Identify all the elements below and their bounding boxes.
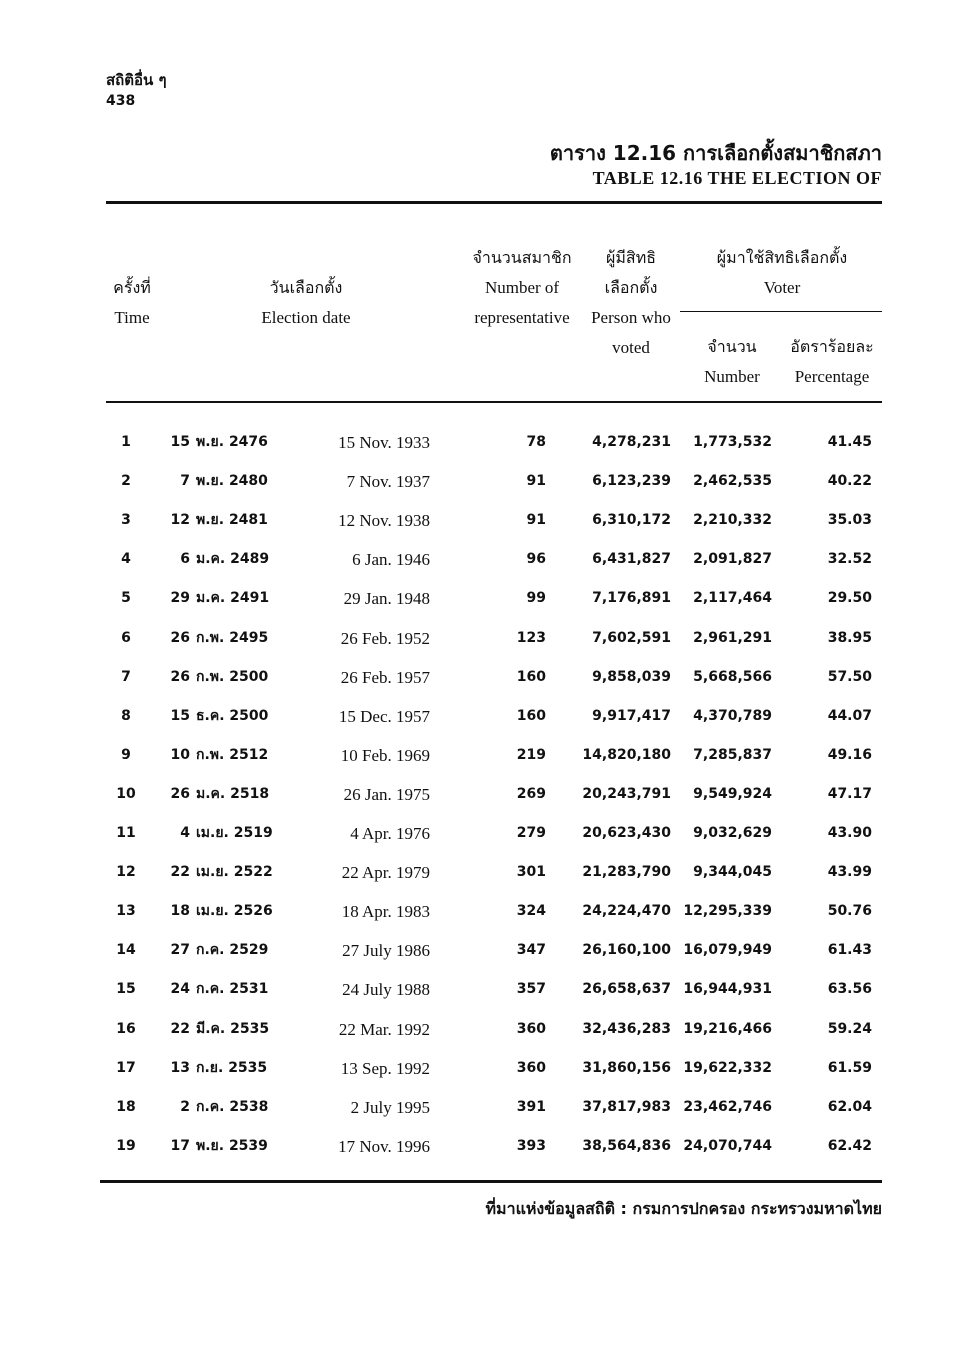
cell-thai-day: 13	[170, 1059, 190, 1076]
cell-voter-percentage: 61.59	[827, 1059, 872, 1076]
cell-voter-percentage: 62.42	[827, 1137, 872, 1154]
cell-time: 8	[121, 707, 131, 724]
cell-thai-date	[166, 658, 286, 697]
cell-thai-date	[166, 892, 286, 931]
cell-thai-month-year: ก.ค. 2538	[196, 1098, 269, 1115]
table-row	[106, 931, 882, 970]
cell-thai-day: 12	[170, 512, 190, 529]
cell-election-date: 24 July 1988	[342, 980, 430, 1000]
cell-thai-date	[166, 1088, 286, 1127]
cell-thai-month-year: พ.ย. 2539	[196, 1137, 268, 1154]
cell-voter-number: 24,070,744	[683, 1137, 772, 1154]
col-header-rep-th: จำนวนสมาชิก	[472, 248, 572, 267]
cell-voter-number: 19,216,466	[683, 1020, 772, 1037]
cell-thai-month-year: ก.พ. 2495	[196, 629, 269, 646]
cell-thai-day: 27	[170, 942, 190, 959]
cell-voter-number: 1,773,532	[693, 434, 772, 450]
cell-time: 2	[121, 473, 131, 490]
cell-thai-date	[166, 1010, 286, 1049]
cell-representatives: 269	[516, 785, 546, 802]
cell-thai-date	[166, 462, 286, 501]
cell-thai-month-year: ก.ค. 2531	[196, 981, 269, 998]
cell-thai-day: 6	[180, 551, 190, 568]
cell-thai-day: 22	[170, 1020, 190, 1037]
cell-thai-month-year: ก.ค. 2529	[196, 942, 269, 959]
page-number: 438	[106, 93, 136, 109]
cell-thai-day: 26	[170, 785, 190, 802]
cell-voter-percentage: 57.50	[827, 668, 872, 685]
col-header-pct-en: Percentage	[794, 367, 870, 386]
table-row	[106, 814, 882, 853]
table-row	[106, 853, 882, 892]
cell-registered: 26,160,100	[582, 942, 671, 959]
col-header-registered	[584, 243, 678, 363]
cell-voter-percentage: 43.99	[827, 864, 872, 881]
cell-voter-number: 2,210,332	[693, 512, 772, 529]
cell-voter-number: 19,622,332	[683, 1059, 772, 1076]
table-row	[106, 423, 882, 462]
col-header-pct-th: อัตราร้อยละ	[790, 337, 874, 356]
cell-voter-number: 5,668,566	[693, 668, 772, 685]
cell-registered: 20,243,791	[582, 785, 671, 802]
cell-thai-day: 17	[170, 1137, 190, 1154]
table-row	[106, 462, 882, 501]
cell-election-date: 13 Sep. 1992	[340, 1058, 430, 1078]
cell-registered: 14,820,180	[582, 746, 671, 763]
cell-time: 1	[121, 434, 131, 450]
cell-representatives: 160	[516, 707, 546, 724]
cell-thai-month-year: พ.ย. 2480	[196, 473, 268, 490]
cell-voter-number: 9,549,924	[693, 785, 772, 802]
table-row	[106, 1127, 882, 1166]
cell-representatives: 393	[516, 1137, 546, 1154]
cell-voter-number: 16,944,931	[683, 981, 772, 998]
cell-voter-percentage: 47.17	[827, 785, 872, 802]
col-header-representatives	[466, 243, 578, 333]
cell-representatives: 91	[526, 473, 546, 490]
cell-time: 11	[116, 825, 136, 841]
header-category: สถิติอื่น ๆ	[106, 71, 167, 89]
table-row	[106, 619, 882, 658]
cell-time: 4	[121, 551, 131, 568]
cell-thai-month-year: พ.ย. 2481	[196, 512, 268, 529]
cell-thai-date	[166, 931, 286, 970]
col-header-reg-th2: เลือกตั้ง	[604, 278, 658, 297]
cell-thai-month-year: ม.ค. 2489	[196, 551, 270, 568]
cell-voter-number: 4,370,789	[693, 707, 772, 724]
cell-voter-percentage: 43.90	[827, 825, 872, 841]
cell-election-date: 15 Dec. 1957	[338, 706, 430, 726]
cell-representatives: 91	[526, 512, 546, 529]
cell-thai-date	[166, 697, 286, 736]
cell-thai-date	[166, 736, 286, 775]
cell-registered: 9,917,417	[592, 707, 671, 724]
cell-voter-percentage: 38.95	[827, 629, 872, 646]
cell-representatives: 99	[526, 590, 546, 607]
cell-voter-percentage: 41.45	[827, 434, 872, 450]
cell-thai-month-year: ก.พ. 2500	[196, 668, 269, 685]
col-header-voter-percentage	[784, 332, 880, 392]
cell-time: 14	[116, 942, 136, 959]
cell-registered: 26,658,637	[582, 981, 671, 998]
cell-registered: 24,224,470	[582, 903, 671, 920]
cell-registered: 6,310,172	[592, 512, 671, 529]
cell-election-date: 22 Mar. 1992	[338, 1019, 430, 1039]
cell-thai-day: 26	[170, 629, 190, 646]
cell-representatives: 324	[516, 903, 546, 920]
cell-voter-percentage: 62.04	[827, 1098, 872, 1115]
col-header-rep-en1: Number of	[484, 278, 560, 297]
cell-thai-day: 2	[180, 1098, 190, 1115]
table-row	[106, 892, 882, 931]
col-header-number-th: จำนวน	[707, 337, 757, 356]
cell-thai-date	[166, 579, 286, 618]
cell-thai-month-year: เม.ย. 2526	[196, 903, 273, 920]
cell-voter-percentage: 29.50	[827, 590, 872, 607]
cell-thai-date	[166, 1049, 286, 1088]
cell-registered: 9,858,039	[592, 668, 671, 685]
cell-time: 19	[116, 1137, 136, 1154]
table-row	[106, 1049, 882, 1088]
cell-election-date: 18 Apr. 1983	[341, 902, 430, 922]
cell-thai-day: 4	[180, 825, 190, 841]
voter-subheader-rule	[680, 311, 882, 312]
table-row	[106, 540, 882, 579]
col-header-date	[226, 273, 386, 333]
cell-election-date: 10 Feb. 1969	[340, 745, 430, 765]
cell-registered: 38,564,836	[582, 1137, 671, 1154]
cell-thai-date	[166, 1127, 286, 1166]
header-bottom-rule	[106, 401, 882, 403]
cell-time: 13	[116, 903, 136, 920]
cell-representatives: 219	[516, 746, 546, 763]
cell-election-date: 26 Feb. 1957	[340, 667, 430, 687]
cell-election-date: 7 Nov. 1937	[346, 472, 430, 492]
table-row	[106, 736, 882, 775]
cell-time: 9	[121, 746, 131, 763]
cell-thai-month-year: ก.ย. 2535	[196, 1059, 268, 1076]
cell-time: 16	[116, 1020, 136, 1037]
cell-voter-number: 2,091,827	[693, 551, 772, 568]
cell-thai-date	[166, 540, 286, 579]
cell-thai-day: 15	[170, 707, 190, 724]
table-row	[106, 579, 882, 618]
cell-representatives: 357	[516, 981, 546, 998]
cell-representatives: 360	[516, 1020, 546, 1037]
cell-thai-date	[166, 814, 286, 853]
cell-voter-number: 9,032,629	[693, 825, 772, 841]
cell-registered: 4,278,231	[592, 434, 671, 450]
table-row	[106, 501, 882, 540]
cell-representatives: 160	[516, 668, 546, 685]
cell-registered: 7,176,891	[592, 590, 671, 607]
cell-time: 17	[116, 1059, 136, 1076]
cell-voter-number: 12,295,339	[683, 903, 772, 920]
col-header-number-en: Number	[704, 367, 760, 386]
cell-registered: 7,602,591	[592, 629, 671, 646]
cell-representatives: 96	[526, 551, 546, 568]
cell-election-date: 26 Feb. 1952	[340, 628, 430, 648]
table-row	[106, 1010, 882, 1049]
cell-election-date: 22 Apr. 1979	[341, 863, 430, 883]
cell-thai-date	[166, 501, 286, 540]
cell-voter-number: 23,462,746	[683, 1098, 772, 1115]
cell-voter-number: 9,344,045	[693, 864, 772, 881]
cell-election-date: 15 Nov. 1933	[338, 433, 430, 452]
table-row	[106, 658, 882, 697]
cell-time: 15	[116, 981, 136, 998]
cell-voter-number: 7,285,837	[693, 746, 772, 763]
cell-time: 10	[116, 785, 136, 802]
cell-representatives: 391	[516, 1098, 546, 1115]
cell-election-date: 6 Jan. 1946	[352, 550, 430, 570]
table-title-thai: ตาราง 12.16 การเลือกตั้งสมาชิกสภา	[549, 141, 882, 165]
cell-registered: 6,123,239	[592, 473, 671, 490]
col-header-reg-en1: Person who	[591, 308, 671, 327]
cell-representatives: 123	[516, 629, 546, 646]
cell-thai-month-year: ก.พ. 2512	[196, 746, 269, 763]
cell-voter-percentage: 61.43	[827, 942, 872, 959]
cell-thai-month-year: ม.ค. 2518	[196, 785, 270, 802]
col-header-time	[106, 273, 158, 333]
cell-election-date: 12 Nov. 1938	[338, 511, 430, 531]
cell-thai-month-year: มี.ค. 2535	[196, 1020, 270, 1037]
cell-voter-percentage: 40.22	[827, 473, 872, 490]
cell-election-date: 26 Jan. 1975	[343, 784, 430, 804]
cell-thai-day: 10	[170, 746, 190, 763]
source-note: ที่มาแห่งข้อมูลสถิติ : กรมการปกครอง กระทรวงมหาดไทย	[485, 1199, 882, 1218]
col-header-date-en: Election date	[261, 308, 351, 327]
cell-voter-percentage: 44.07	[827, 707, 872, 724]
cell-representatives: 279	[516, 825, 546, 841]
cell-thai-month-year: พ.ย. 2476	[196, 434, 268, 450]
col-header-date-th: วันเลือกตั้ง	[269, 278, 343, 297]
cell-thai-day: 7	[180, 473, 190, 490]
cell-thai-month-year: เม.ย. 2522	[196, 864, 273, 881]
cell-thai-month-year: ม.ค. 2491	[196, 590, 270, 607]
cell-time: 5	[121, 590, 131, 607]
top-rule	[106, 201, 882, 204]
col-header-reg-en2: voted	[612, 338, 650, 357]
cell-thai-day: 29	[170, 590, 190, 607]
col-header-voter-number	[684, 332, 780, 392]
cell-election-date: 2 July 1995	[350, 1097, 430, 1117]
cell-thai-day: 15	[170, 434, 190, 450]
cell-thai-date	[166, 853, 286, 892]
cell-voter-percentage: 63.56	[827, 981, 872, 998]
cell-voter-percentage: 50.76	[827, 903, 872, 920]
cell-representatives: 78	[526, 434, 546, 450]
cell-registered: 32,436,283	[582, 1020, 671, 1037]
col-header-voter	[682, 243, 882, 303]
table-row	[106, 1088, 882, 1127]
table-row	[106, 775, 882, 814]
cell-registered: 31,860,156	[582, 1059, 671, 1076]
cell-election-date: 29 Jan. 1948	[343, 589, 430, 609]
cell-thai-date	[166, 775, 286, 814]
cell-representatives: 360	[516, 1059, 546, 1076]
table-row	[106, 970, 882, 1009]
cell-election-date: 17 Nov. 1996	[338, 1136, 430, 1156]
cell-thai-date	[166, 423, 286, 462]
cell-time: 6	[121, 629, 131, 646]
table-title-english: TABLE 12.16 THE ELECTION OF	[592, 168, 882, 188]
cell-voter-percentage: 49.16	[827, 746, 872, 763]
cell-voter-number: 2,462,535	[693, 473, 772, 490]
cell-representatives: 301	[516, 864, 546, 881]
cell-thai-date	[166, 619, 286, 658]
cell-voter-percentage: 59.24	[827, 1020, 872, 1037]
cell-election-date: 27 July 1986	[342, 941, 430, 961]
cell-thai-day: 22	[170, 864, 190, 881]
cell-voter-percentage: 32.52	[827, 551, 872, 568]
col-header-voter-th: ผู้มาใช้สิทธิเลือกตั้ง	[716, 248, 848, 267]
cell-time: 3	[121, 512, 131, 529]
cell-time: 18	[116, 1098, 136, 1115]
cell-election-date: 4 Apr. 1976	[350, 824, 430, 843]
cell-registered: 20,623,430	[582, 825, 671, 841]
cell-registered: 6,431,827	[592, 551, 671, 568]
cell-time: 7	[121, 668, 131, 685]
cell-thai-month-year: เม.ย. 2519	[196, 825, 273, 841]
cell-thai-day: 26	[170, 668, 190, 685]
col-header-time-en: Time	[114, 308, 150, 327]
cell-thai-day: 24	[170, 981, 190, 998]
cell-registered: 37,817,983	[582, 1098, 671, 1115]
cell-voter-number: 2,961,291	[693, 629, 772, 646]
cell-thai-day: 18	[170, 903, 190, 920]
cell-thai-date	[166, 970, 286, 1009]
cell-thai-month-year: ธ.ค. 2500	[196, 707, 269, 724]
col-header-rep-en2: representative	[474, 308, 570, 327]
col-header-time-th: ครั้งที่	[113, 278, 151, 297]
cell-voter-number: 2,117,464	[693, 590, 772, 607]
bottom-rule	[100, 1180, 882, 1183]
cell-representatives: 347	[516, 942, 546, 959]
table-row	[106, 697, 882, 736]
cell-voter-number: 16,079,949	[683, 942, 772, 959]
col-header-voter-en: Voter	[763, 278, 801, 297]
col-header-reg-th1: ผู้มีสิทธิ	[606, 248, 656, 267]
cell-registered: 21,283,790	[582, 864, 671, 881]
cell-voter-percentage: 35.03	[827, 512, 872, 529]
cell-time: 12	[116, 864, 136, 881]
